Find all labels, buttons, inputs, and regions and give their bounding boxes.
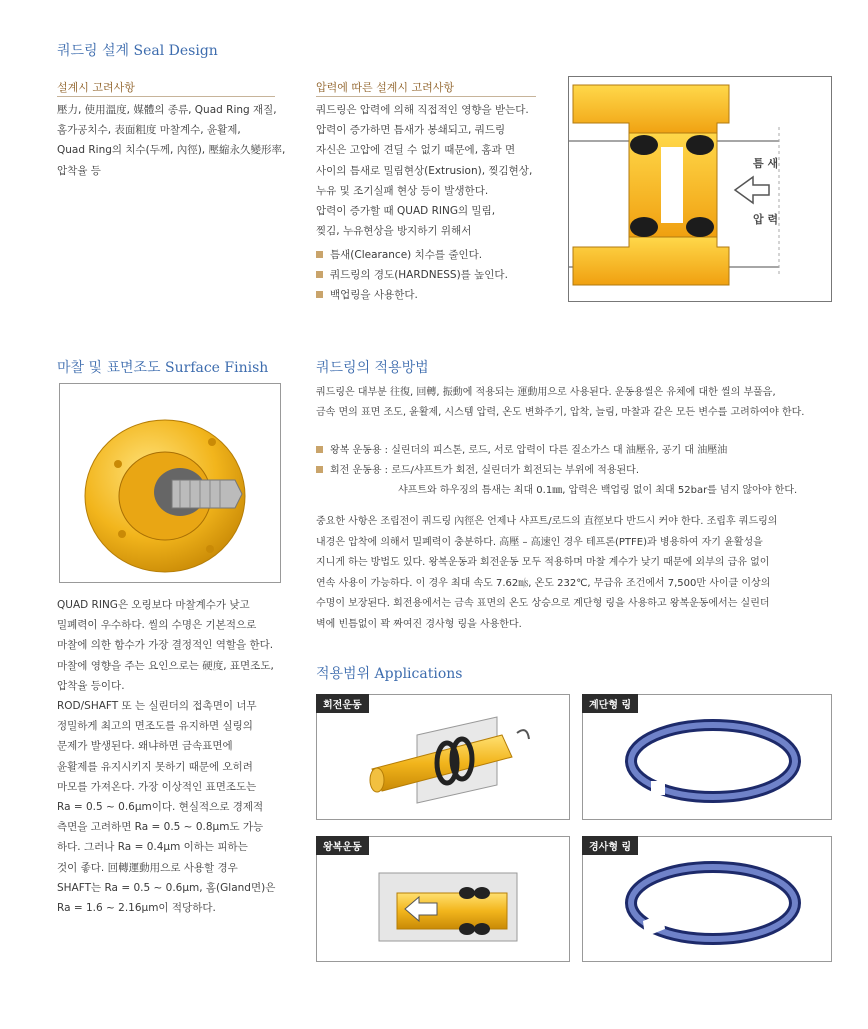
list-item: 회전 운동용 : 로드/샤프트가 회전, 실린더가 회전되는 부위에 적용된다. bbox=[316, 461, 797, 481]
application-paragraph: 중요한 사항은 조립전이 쿼드링 內徑은 언제나 샤프트/로드의 直徑보다 반드시 커야 한다. 조립후 쿼드링의 내경은 압착에 의해서 밀폐력이 충분하다. 高壓 – 高速인 경우 테프론(PTFE)과 병용하여 자기 윤활성을 지니게 하는 방법도 있다. 왕복운동과 회전운동 모두 적용하며 마찰 계수가 낮기 때문에 외부의 급유 없이 연속 사용이 가능하다. 이 경우 최대 속도 7.62㎧, 온도 232℃, 무급유 조건에서 7,500만 사이클 이상의 수명이 보장된다. 회전용에서는 금속 표면의 온도 상승으로 계단형 링을 사용하고 왕복운동에서는 실린더 벽에 빈틈없이 꽉 짜여진 경사형 링을 사용한다. bbox=[316, 516, 778, 630]
design-considerations-text: 壓力, 使用溫度, 媒體의 종류, Quad Ring 재질, 홈가공치수, 表面粗度 마찰계수, 윤활제, Quad Ring의 치수(두께, 內徑), 壓縮永久變形率, 압착율 등 bbox=[57, 104, 286, 177]
square-bullet-icon bbox=[316, 291, 323, 298]
square-bullet-icon bbox=[316, 271, 323, 278]
list-item: 백업링을 사용한다. bbox=[316, 285, 508, 305]
divider bbox=[316, 96, 536, 97]
extrusion-diagram bbox=[568, 76, 832, 302]
extrusion-diagram-graphic bbox=[569, 77, 831, 301]
gap-label: 틈 새 bbox=[753, 157, 779, 170]
application-method-title: 쿼드링의 적용방법 bbox=[316, 360, 429, 376]
square-bullet-icon bbox=[316, 446, 323, 453]
rotary-motion-image bbox=[317, 695, 569, 819]
applications-title: 적용범위 Applications bbox=[316, 666, 463, 682]
design-considerations-subtitle: 설계시 고려사항 bbox=[57, 81, 135, 94]
pressure-considerations-text: 쿼드링은 압력에 의해 직접적인 영향을 받는다. 압력이 증가하면 틈새가 봉쇄되고, 쿼드링 자신은 고압에 견딜 수 없기 때문에, 홈과 면 사이의 틈새로 밀림현상(Extrusion), 찢김현상, 누유 및 조기실패 현상 등이 발생한다. 압력이 증가할 때 QUAD RING의 밀림, 찢김, 누유현상을 방지하기 위해서 bbox=[316, 104, 533, 238]
panel-tag: 경사형 링 bbox=[582, 836, 638, 855]
stepped-ring-image bbox=[583, 695, 831, 819]
motion-types: 왕복 운동용 : 실린더의 피스톤, 로드, 서로 압력이 다른 질소가스 대 油壓유, 공기 대 油壓油 회전 운동용 : 로드/샤프트가 회전, 실린더가 회전되는 부위에 적용된다. 샤프트와 하우징의 틈새는 최대 0.1㎜, 압력은 백업링 없이 최대 52bar를 넘지 않아야 한다. bbox=[316, 441, 797, 501]
pressure-label: 압 력 bbox=[753, 213, 779, 226]
quad-ring-assembly-image bbox=[60, 384, 280, 582]
rotary-motion-panel bbox=[316, 694, 570, 820]
square-bullet-icon bbox=[316, 251, 323, 258]
list-item: 틈새(Clearance) 치수를 줄인다. bbox=[316, 245, 508, 265]
panel-tag: 회전운동 bbox=[316, 694, 369, 713]
list-item: 왕복 운동용 : 실린더의 피스톤, 로드, 서로 압력이 다른 질소가스 대 油壓유, 공기 대 油壓油 bbox=[316, 441, 797, 461]
inclined-ring-panel bbox=[582, 836, 832, 962]
surface-finish-title: 마찰 및 표면조도 Surface Finish bbox=[57, 360, 269, 376]
application-intro: 쿼드링은 대부분 往復, 回轉, 振動에 적용되는 運動用으로 사용된다. 운동용씰은 유체에 대한 씰의 부풀음, 금속 면의 표면 조도, 윤활제, 시스템 압력, 온도 변화주기, 압착, 늘림, 마찰과 같은 모든 변수를 고려하여야 한다. bbox=[316, 387, 805, 418]
panel-tag: 왕복운동 bbox=[316, 836, 369, 855]
inclined-ring-image bbox=[583, 837, 831, 961]
surface-finish-text: QUAD RING은 오링보다 마찰계수가 낮고 밀폐력이 우수하다. 씰의 수명은 기본적으로 마찰에 의한 함수가 가장 결정적인 역할을 한다. 마찰에 영향을 주는 요인으로는 硬度, 표면조도, 압착율 등이다. ROD/SHAFT 또 는 실린더의 접촉면이 너무 정밀하게 최고의 면조도를 유지하면 실링의 문제가 발생된다. 왜냐하면 금속표면에 윤활제를 유지시키지 못하기 때문에 오히려 마모를 가져온다. 가장 이상적인 표면조도는 Ra = 0.5 ~ 0.6μm이다. 현실적으로 경제적 측면을 고려하면 Ra = 0.5 ~ 0.8μm도 가능 하다. 그러나 Ra = 0.4μm 이하는 피하는 것이 좋다. 回轉運動用으로 사용할 경우 SHAFT는 Ra = 0.5 ~ 0.6μm, 홈(Gland면)은 Ra = 1.6 ~ 2.16μm이 적당하다. bbox=[57, 599, 276, 915]
pressure-bullets bbox=[316, 245, 508, 305]
stepped-ring-panel bbox=[582, 694, 832, 820]
list-item: 쿼드링의 경도(HARDNESS)를 높인다. bbox=[316, 265, 508, 285]
pressure-considerations-subtitle: 압력에 따른 설계시 고려사항 bbox=[316, 81, 455, 94]
reciprocating-motion-image bbox=[317, 837, 569, 961]
quad-ring-photo bbox=[59, 383, 281, 583]
divider bbox=[57, 96, 275, 97]
square-bullet-icon bbox=[316, 466, 323, 473]
seal-design-title: 쿼드링 설계 Seal Design bbox=[57, 43, 218, 59]
reciprocating-motion-panel bbox=[316, 836, 570, 962]
panel-tag: 계단형 링 bbox=[582, 694, 638, 713]
